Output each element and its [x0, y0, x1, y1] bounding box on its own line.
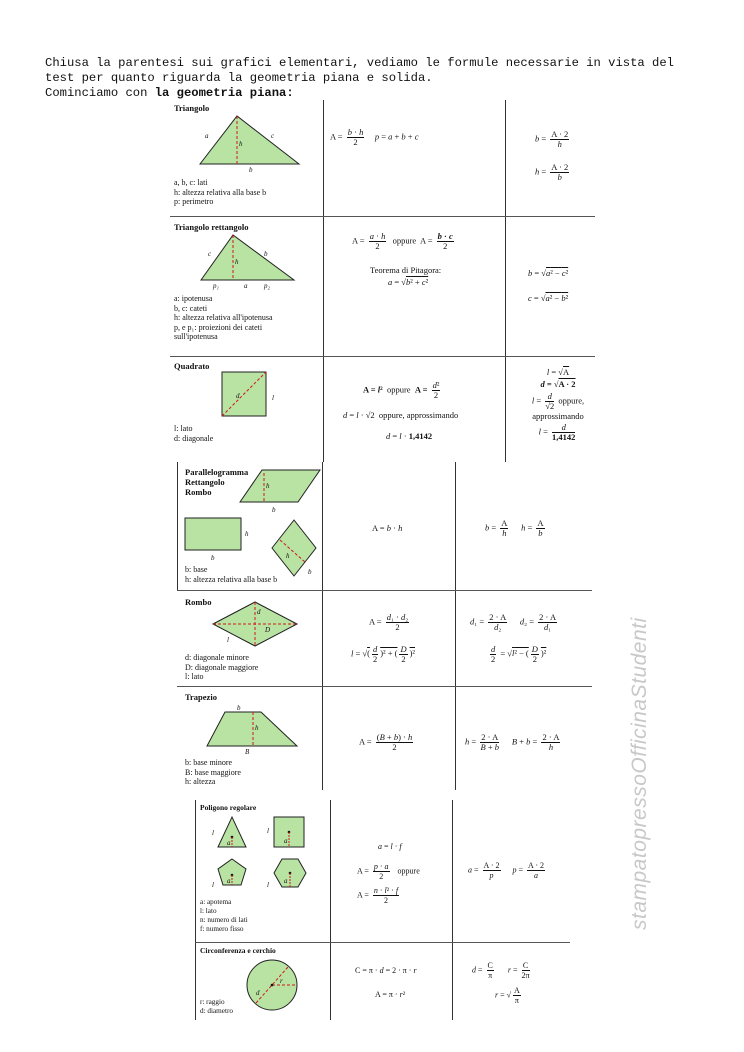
rhombus-figure	[213, 602, 303, 650]
formula-area-triangolo: A = $\frac{b \cdot h}{2}$ p = a + b + c	[330, 127, 419, 147]
rhombus-figure-small	[272, 520, 322, 580]
svg-text:b: b	[211, 554, 215, 562]
intro-line-2: test per quanto riguarda la geometria piana e solida.	[45, 71, 433, 85]
divider	[505, 100, 506, 462]
regular-polygons-figure	[212, 815, 322, 895]
divider	[323, 356, 324, 462]
legend-item: a, b, c: lati	[174, 178, 208, 187]
svg-text:h: h	[266, 482, 270, 490]
legend-item: n: numero di lati	[200, 916, 248, 924]
legend-trapezio	[185, 758, 241, 787]
right-triangle-figure	[198, 232, 298, 290]
svg-text:a: a	[284, 877, 288, 885]
legend-item: a: ipotenusa	[174, 294, 213, 303]
svg-text:p₂: p₂	[264, 282, 270, 290]
section-title-cerchio: Circonferenza e cerchio	[200, 946, 276, 955]
svg-text:b: b	[308, 568, 312, 576]
svg-text:c: c	[208, 250, 212, 258]
formula-area-rombo: A = $\frac{\text{d₁ · d₂}}{2}$	[369, 612, 409, 632]
svg-text:a: a	[205, 132, 209, 140]
formula-area-poligono-2: A = $\frac{\text{n · l² · f}}{2}$	[357, 886, 399, 905]
section-title-quadrato: Quadrato	[174, 361, 210, 371]
svg-text:c: c	[271, 132, 275, 140]
legend-item: B: base maggiore	[185, 767, 241, 777]
divider	[322, 462, 323, 790]
section-title-rettangolo: Triangolo rettangolo	[174, 222, 249, 232]
formula-area-quadrato: A = l² oppure A = $\frac{\text{d²}}{2}$	[363, 380, 440, 400]
formula-apotema: a = l · f	[378, 842, 402, 851]
formula-diag-approx: d = l · 1,4142	[386, 431, 433, 441]
legend-item: l: lato	[200, 907, 217, 915]
formula-area-parallelogramma: A = b · h	[372, 523, 403, 533]
legend-item: p, e p₁: proiezioni dei cateti	[174, 322, 263, 332]
formula-inv-quadrato	[518, 367, 598, 442]
intro-line-3: Cominciamo con	[45, 86, 155, 100]
inv-line: l = √A	[546, 367, 570, 377]
legend-item: f: numero fisso	[200, 925, 244, 933]
legend-item: b: base	[185, 565, 208, 574]
svg-text:d: d	[257, 608, 261, 616]
svg-text:b: b	[237, 704, 241, 712]
svg-text:a: a	[284, 837, 288, 845]
inv-line: approssimando	[532, 411, 584, 421]
formula-inv-b-rett: b = √a² − c²	[528, 268, 569, 278]
formula-pitagora: a = √b² + c²	[388, 277, 429, 287]
svg-text:a: a	[244, 282, 248, 290]
svg-text:b: b	[249, 166, 253, 174]
svg-text:l: l	[212, 829, 214, 837]
legend-item: p: perimetro	[174, 197, 214, 207]
svg-text:h: h	[235, 258, 239, 266]
svg-text:h: h	[286, 552, 290, 560]
section-title-parallelogramma	[185, 467, 248, 497]
svg-text:l: l	[267, 881, 269, 889]
svg-text:a: a	[227, 877, 231, 885]
divider	[195, 800, 196, 1020]
svg-text:B: B	[245, 748, 250, 756]
divider	[170, 356, 595, 357]
intro-text	[45, 56, 725, 101]
svg-text:h: h	[255, 724, 259, 732]
formula-circ: C = π · d = 2 · π · r	[355, 966, 417, 975]
divider	[330, 800, 331, 1020]
formula-area-poligono-1: A = $\frac{p \cdot a}{2}$ oppure	[357, 862, 420, 881]
legend-item: h: altezza relativa all'ipotenusa	[174, 313, 273, 323]
title-line: Rettangolo	[185, 477, 225, 487]
svg-text:p₁: p₁	[213, 282, 219, 290]
formula-inv-h: h = $\frac{A \cdot 2}{b}$	[535, 162, 569, 182]
svg-text:l: l	[227, 636, 229, 644]
pitagora-title: Teorema di Pitagora:	[370, 265, 442, 275]
legend-item: r: raggio	[200, 998, 225, 1006]
legend-item: l: lato	[185, 672, 204, 682]
divider	[195, 942, 570, 943]
formula-diag-quadrato: d = l · √2 oppure, approssimando	[343, 410, 459, 420]
formula-area-cerchio: A = π · r²	[375, 990, 406, 999]
watermark: stampatopressoOfficinaStudenti	[628, 617, 651, 930]
formula-inv-c-rett: c = √a² − b²	[528, 293, 569, 303]
formula-side-rombo: l = √( $\frac{d}{2}$ )² + ( $\frac{D}{2}$ )²	[351, 644, 415, 664]
svg-text:r: r	[280, 977, 283, 985]
divider	[177, 686, 592, 687]
formula-inv-cerchio: d = $\frac{C}{\pi}$ r = $\frac{C}{2\pi}$	[472, 961, 530, 980]
title-line: Parallelogramma	[185, 467, 249, 477]
inv-line: d = √A · 2	[540, 378, 576, 389]
divider	[452, 800, 453, 1020]
intro-bold: la geometria piana:	[154, 86, 294, 100]
section-title-trapezio: Trapezio	[185, 692, 217, 702]
inv-line: l = $\frac{d}{√2}$ oppure,	[531, 391, 585, 411]
legend-item: l: lato	[174, 424, 193, 433]
svg-text:l: l	[267, 827, 269, 835]
divider	[177, 590, 592, 591]
formula-inv-rombo-2: $\frac{d}{2}$ = √l² − ( $\frac{D}{2}$ )²	[491, 644, 547, 664]
section-title-rombo: Rombo	[185, 597, 212, 607]
triangle-figure	[195, 112, 305, 172]
section-title-poligono: Poligono regolare	[200, 803, 257, 812]
svg-text:d: d	[256, 989, 260, 997]
intro-line-1: Chiusa la parentesi sui grafici elementari, vediamo le formule necessarie in vista del	[45, 56, 674, 70]
legend-item: h: altezza relativa alla base b	[185, 574, 278, 584]
legend-item: h: altezza relativa alla base b	[174, 187, 267, 197]
legend-item: d: diagonale minore	[185, 653, 249, 662]
square-figure	[222, 372, 282, 422]
formula-inv-b: b = $\frac{A \cdot 2}{h}$	[535, 129, 569, 149]
legend-item: d: diagonale	[174, 433, 214, 443]
svg-text:b: b	[264, 250, 268, 258]
inv-line: l = $\frac{d}{1,4142}$	[538, 421, 576, 442]
divider	[455, 462, 456, 790]
legend-rombo	[185, 653, 258, 682]
legend-item: b: base minore	[185, 758, 233, 767]
circle-figure	[250, 955, 300, 1015]
parallelogram-figure	[240, 470, 320, 514]
formula-area-rettangolo: A = $\frac{a \cdot h}{2}$ oppure A = $\frac{b \cdot c}{2}$	[352, 231, 453, 251]
formula-inv-poligono: a = $\frac{A \cdot 2}{p}$ p = $\frac{A \cdot 2}{a}$	[468, 861, 545, 880]
formula-inv-trapezio: h = $\frac{2 \cdot A}{B + b}$ B + b = $\frac{2 \cdot A}{h}$	[465, 732, 560, 752]
divider	[323, 100, 324, 356]
legend-cerchio	[200, 998, 233, 1016]
svg-text:D: D	[265, 626, 271, 634]
legend-triangolo	[174, 178, 266, 207]
svg-text:b: b	[272, 506, 276, 514]
divider	[170, 216, 595, 217]
formula-inv-rombo: d₁ = $\frac{2 \cdot A}{\text{d₂}}$ d₂ = $\frac{2 \cdot A}{\text{d₁}}$	[470, 612, 557, 632]
legend-item: h: altezza	[185, 777, 216, 787]
formula-inv-cerchio-2: r = √ $\frac{A}{\pi}$	[495, 986, 520, 1005]
formula-inv-parallelogramma: b = $\frac{A}{h}$ h = $\frac{A}{b}$	[485, 518, 544, 538]
legend-item: d: diametro	[200, 1007, 233, 1015]
svg-text:l: l	[272, 394, 274, 402]
legend-item: b, c: cateti	[174, 303, 208, 313]
svg-text:h: h	[245, 530, 249, 538]
legend-item: D: diagonale maggiore	[185, 662, 259, 672]
legend-parallelogramma	[185, 565, 277, 584]
title-line: Rombo	[185, 487, 212, 497]
legend-quadrato	[174, 424, 213, 443]
svg-text:l: l	[212, 881, 214, 889]
legend-rettangolo	[174, 294, 273, 342]
formula-area-trapezio: A = $\frac{(B + b) \cdot h}{2}$	[359, 732, 413, 752]
legend-poligono	[200, 898, 248, 934]
rectangle-figure	[185, 518, 255, 562]
legend-item: sull'ipotenusa	[174, 332, 218, 342]
legend-item: a: apotema	[200, 898, 232, 906]
section-title-triangolo: Triangolo	[174, 103, 210, 113]
trapezoid-figure	[207, 704, 299, 754]
divider	[177, 462, 178, 590]
svg-text:d: d	[236, 392, 240, 400]
svg-text:h: h	[239, 140, 243, 148]
svg-text:a: a	[227, 839, 231, 847]
